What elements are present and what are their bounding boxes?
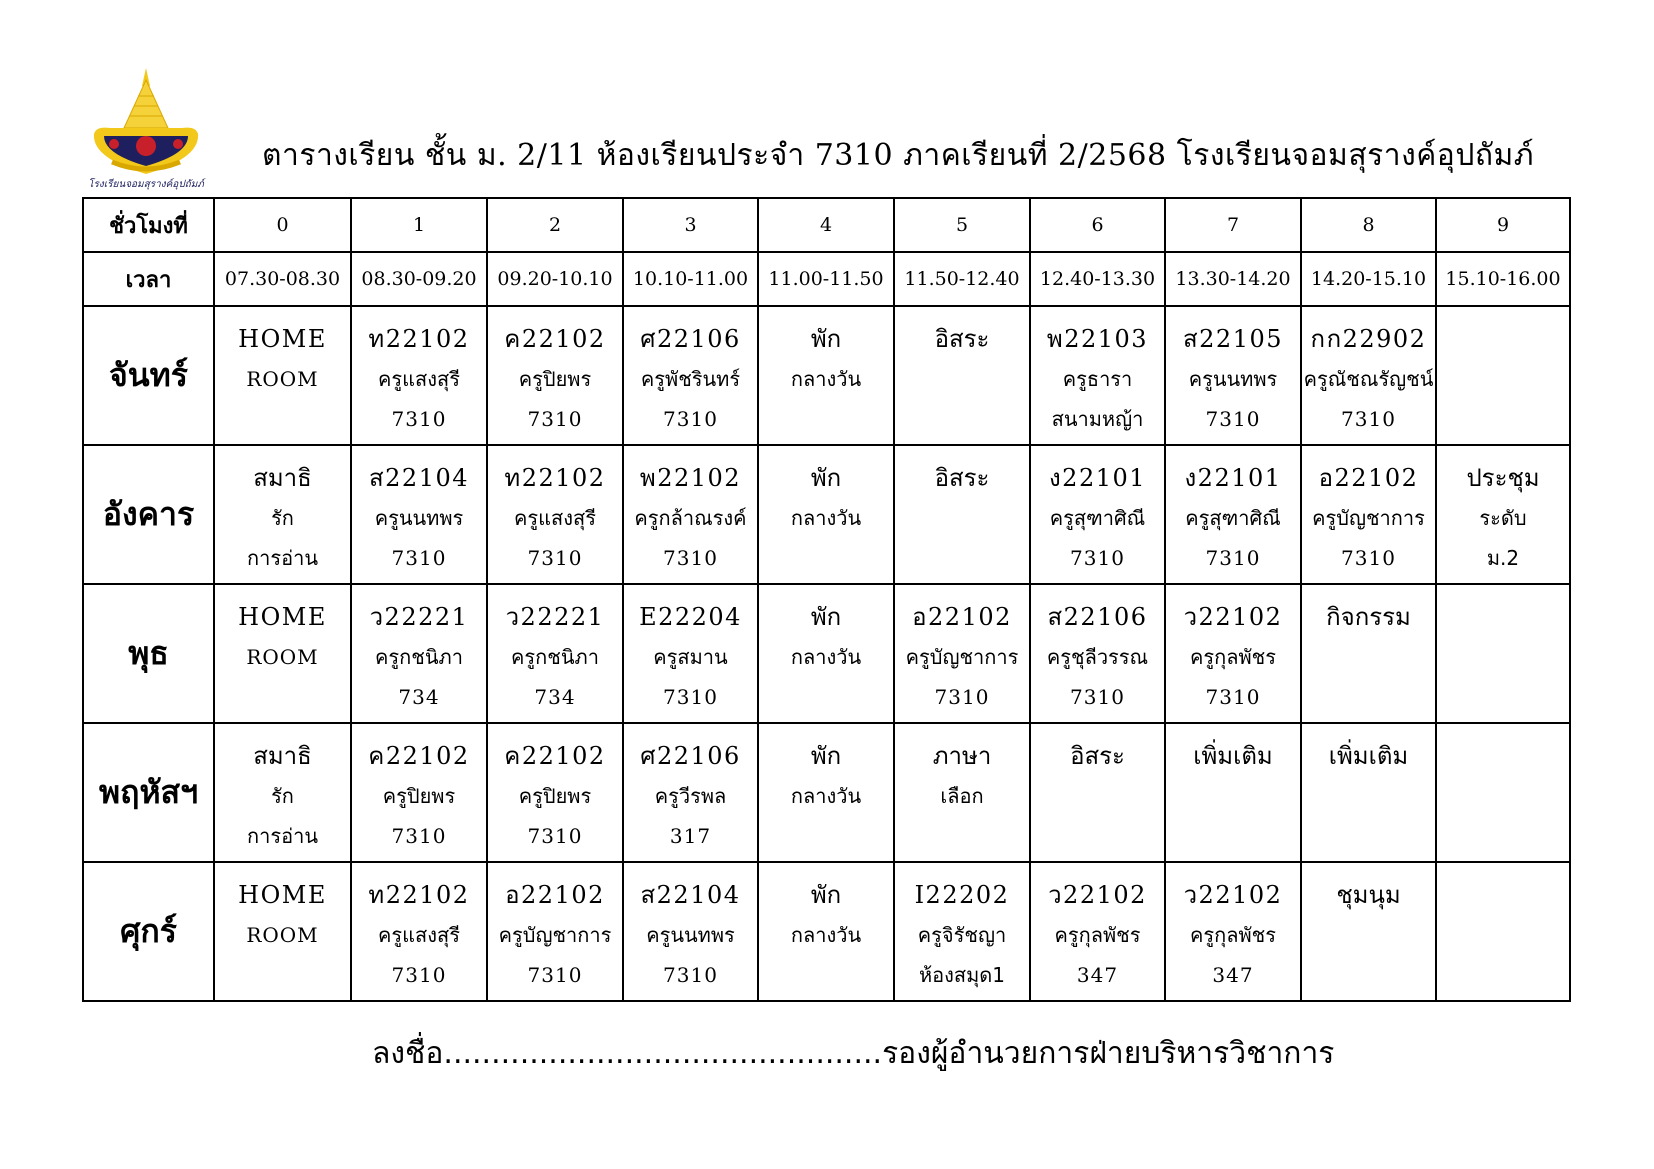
- teacher-name: ครูแสงสุรี: [514, 506, 596, 530]
- timetable-cell: [1030, 723, 1165, 862]
- teacher-name: รัก: [271, 506, 294, 530]
- room-number: [1499, 399, 1506, 439]
- subject-code: ส22106: [1047, 603, 1148, 631]
- teacher-name: [1365, 776, 1371, 816]
- teacher-name: [1365, 915, 1371, 955]
- subject-code: HOME: [238, 325, 327, 353]
- room-number: 7310: [391, 407, 447, 431]
- teacher-name: ครูกุลพัชร: [1190, 645, 1276, 669]
- subject-code: ว22221: [369, 603, 469, 631]
- teacher-name: [1094, 776, 1100, 816]
- room-number: 7310: [663, 546, 718, 570]
- timetable-cell: [758, 306, 894, 445]
- day-label: จันทร์: [83, 306, 214, 445]
- timetable-cell: [623, 723, 758, 862]
- subject-code: [1498, 597, 1507, 637]
- day-label: พฤหัสฯ: [83, 723, 214, 862]
- subject-code: ว22102: [1183, 881, 1283, 909]
- timetable-cell: [351, 306, 487, 445]
- room-number: 7310: [1070, 685, 1125, 709]
- subject-code: สมาธิ: [253, 464, 312, 492]
- teacher-name: กลางวัน: [790, 923, 862, 947]
- timetable-cell: [758, 862, 894, 1001]
- room-number: ม.2: [1486, 546, 1520, 570]
- teacher-name: ระดับ: [1479, 506, 1527, 530]
- timetable-cell: [894, 862, 1030, 1001]
- room-number: [1365, 677, 1372, 717]
- time-slot: 10.10-11.00: [623, 252, 758, 306]
- teacher-name: ครูบัญชาการ: [498, 923, 612, 947]
- subject-code: อ22102: [912, 603, 1012, 631]
- teacher-name: [959, 359, 965, 399]
- teacher-name: ครูพัชรินทร์: [640, 367, 741, 391]
- period-number: 6: [1030, 198, 1165, 252]
- time-slot: 11.50-12.40: [894, 252, 1030, 306]
- room-number: 7310: [1341, 546, 1396, 570]
- room-number: [822, 399, 829, 439]
- time-slot: 12.40-13.30: [1030, 252, 1165, 306]
- teacher-name: [1500, 359, 1506, 399]
- teacher-name: [1500, 915, 1506, 955]
- subject-code: สมาธิ: [253, 742, 312, 770]
- subject-code: E22204: [639, 603, 742, 631]
- subject-code: ชุมนุม: [1336, 881, 1401, 909]
- room-number: [1499, 955, 1506, 995]
- period-number: 7: [1165, 198, 1301, 252]
- timetable-cell: [758, 723, 894, 862]
- period-number: 3: [623, 198, 758, 252]
- teacher-name: ครูแสงสุรี: [378, 923, 460, 947]
- room-number: [822, 538, 829, 578]
- period-label: ชั่วโมงที่: [83, 198, 214, 252]
- timetable-cell: [214, 862, 351, 1001]
- teacher-name: กลางวัน: [790, 506, 862, 530]
- timetable-cell: [623, 306, 758, 445]
- room-number: ห้องสมุด1: [918, 963, 1006, 987]
- teacher-name: ROOM: [246, 367, 319, 391]
- teacher-name: ครูกชนิภา: [511, 645, 599, 669]
- room-number: 7310: [1205, 407, 1261, 431]
- room-number: [958, 816, 965, 856]
- teacher-name: ครูกุลพัชร: [1054, 923, 1141, 947]
- subject-code: ท22102: [368, 325, 470, 353]
- subject-code: ค22102: [504, 742, 606, 770]
- teacher-name: เลือก: [940, 784, 984, 808]
- subject-code: อิสระ: [1070, 742, 1125, 770]
- timetable-cell: [214, 723, 351, 862]
- subject-code: [1498, 875, 1507, 915]
- teacher-name: ครูกล้าณรงค์: [634, 506, 747, 530]
- svg-text:โรงเรียนจอมสุรางค์อุปถัมภ์: โรงเรียนจอมสุรางค์อุปถัมภ์: [88, 179, 204, 190]
- timetable-cell: [487, 445, 623, 584]
- subject-code: ส22104: [640, 881, 741, 909]
- timetable-cell: [894, 445, 1030, 584]
- room-number: 734: [534, 685, 576, 709]
- timetable-cell: [894, 306, 1030, 445]
- subject-code: พัก: [810, 325, 842, 353]
- teacher-name: ครูธารา: [1062, 367, 1133, 391]
- subject-code: เพิ่มเติม: [1328, 742, 1409, 770]
- day-label: ศุกร์: [83, 862, 214, 1001]
- period-header-row: [83, 198, 1570, 252]
- timetable-cell: [214, 306, 351, 445]
- day-row: [83, 445, 1570, 584]
- timetable-cell: [1165, 723, 1301, 862]
- day-label: พุธ: [83, 584, 214, 723]
- room-number: 7310: [527, 963, 583, 987]
- room-number: สนามหญ้า: [1051, 407, 1144, 431]
- subject-code: กก22902: [1310, 325, 1427, 353]
- subject-code: ว22221: [505, 603, 605, 631]
- teacher-name: [959, 498, 965, 538]
- subject-code: ศ22106: [640, 325, 741, 353]
- room-number: 347: [1212, 963, 1254, 987]
- teacher-name: ครูจิรัชญา: [917, 923, 1007, 947]
- room-number: [1499, 816, 1506, 856]
- subject-code: [1498, 319, 1507, 359]
- subject-code: อิสระ: [934, 325, 990, 353]
- timetable-cell: [351, 445, 487, 584]
- day-label: อังคาร: [83, 445, 214, 584]
- room-number: [822, 677, 829, 717]
- subject-code: [1498, 736, 1507, 776]
- timetable-cell: [894, 584, 1030, 723]
- subject-code: ง22101: [1048, 464, 1147, 492]
- room-number: 7310: [663, 407, 718, 431]
- teacher-name: ครูปิยพร: [518, 784, 592, 808]
- timetable-cell: [1301, 723, 1436, 862]
- timetable-cell: [1030, 445, 1165, 584]
- timetable-cell: [487, 584, 623, 723]
- room-number: 7310: [527, 824, 583, 848]
- timetable-cell: [1165, 584, 1301, 723]
- teacher-name: ครูบัญชาการ: [905, 645, 1019, 669]
- subject-code: อิสระ: [934, 464, 990, 492]
- room-number: [1229, 816, 1236, 856]
- teacher-name: กลางวัน: [790, 367, 862, 391]
- room-number: 7310: [1070, 546, 1125, 570]
- day-row: [83, 306, 1570, 445]
- period-number: 5: [894, 198, 1030, 252]
- subject-code: ประชุม: [1466, 464, 1540, 492]
- subject-code: พัก: [810, 464, 842, 492]
- timetable-cell: [1301, 584, 1436, 723]
- timetable-cell: [351, 862, 487, 1001]
- teacher-name: กลางวัน: [790, 645, 862, 669]
- teacher-name: ครูนนทพร: [646, 923, 735, 947]
- room-number: [279, 955, 286, 995]
- subject-code: ภาษา: [932, 742, 992, 770]
- time-slot: 15.10-16.00: [1436, 252, 1570, 306]
- day-row: [83, 862, 1570, 1001]
- room-number: 7310: [663, 685, 718, 709]
- teacher-name: [1230, 776, 1236, 816]
- room-number: [279, 399, 286, 439]
- timetable-cell: [1436, 306, 1570, 445]
- subject-code: HOME: [238, 881, 327, 909]
- period-number: 0: [214, 198, 351, 252]
- subject-code: ค22102: [504, 325, 606, 353]
- timetable-cell: [1165, 445, 1301, 584]
- timetable-cell: [1436, 723, 1570, 862]
- room-number: 7310: [1205, 546, 1261, 570]
- timetable-cell: [623, 445, 758, 584]
- room-number: 7310: [391, 963, 447, 987]
- timetable-cell: [1301, 445, 1436, 584]
- timetable-cell: [1436, 584, 1570, 723]
- time-slot: 14.20-15.10: [1301, 252, 1436, 306]
- room-number: 7310: [527, 546, 583, 570]
- subject-code: HOME: [238, 603, 327, 631]
- subject-code: อ22102: [505, 881, 605, 909]
- teacher-name: ครูแสงสุรี: [378, 367, 460, 391]
- teacher-name: รัก: [271, 784, 294, 808]
- room-number: 7310: [527, 407, 583, 431]
- subject-code: พ22102: [639, 464, 742, 492]
- teacher-name: ครูกชนิภา: [375, 645, 463, 669]
- room-number: 317: [669, 824, 712, 848]
- school-emblem-icon: [84, 66, 208, 190]
- teacher-name: ครูนนทพร: [374, 506, 464, 530]
- teacher-name: [1500, 776, 1506, 816]
- teacher-name: ครูปิยพร: [382, 784, 456, 808]
- room-number: 347: [1076, 963, 1119, 987]
- period-number: 4: [758, 198, 894, 252]
- timetable-cell: [351, 584, 487, 723]
- timetable-cell: [214, 584, 351, 723]
- timetable-cell: [351, 723, 487, 862]
- subject-code: เพิ่มเติม: [1193, 742, 1273, 770]
- timetable-cell: [214, 445, 351, 584]
- teacher-name: ครูสุฑาศิณี: [1185, 506, 1281, 530]
- timetable-cell: [487, 306, 623, 445]
- room-number: 7310: [1205, 685, 1261, 709]
- room-number: [822, 816, 829, 856]
- room-number: 7310: [934, 685, 990, 709]
- timetable-cell: [623, 862, 758, 1001]
- subject-code: ส22105: [1183, 325, 1283, 353]
- day-row: [83, 584, 1570, 723]
- teacher-name: ครูชุลีวรรณ: [1046, 645, 1149, 669]
- subject-code: กิจกรรม: [1326, 603, 1411, 631]
- teacher-name: [1365, 637, 1371, 677]
- room-number: 7310: [1341, 407, 1396, 431]
- timetable-cell: [487, 862, 623, 1001]
- teacher-name: ครูนนทพร: [1188, 367, 1278, 391]
- period-number: 8: [1301, 198, 1436, 252]
- room-number: [958, 538, 965, 578]
- room-number: 7310: [663, 963, 718, 987]
- teacher-name: ครูสมาน: [653, 645, 728, 669]
- subject-code: ส22104: [369, 464, 469, 492]
- timetable-cell: [1165, 306, 1301, 445]
- room-number: การอ่าน: [247, 546, 318, 570]
- timetable-cell: [1030, 584, 1165, 723]
- subject-code: I22202: [914, 881, 1010, 909]
- timetable-cell: [623, 584, 758, 723]
- room-number: [1365, 955, 1372, 995]
- room-number: [1499, 677, 1506, 717]
- signature-line: ลงชื่อ..............................................รองผู้อำนวยการฝ่ายบริหารวิชาการ: [372, 1036, 1335, 1071]
- timetable-cell: [1436, 862, 1570, 1001]
- timetable-cell: [1165, 862, 1301, 1001]
- subject-code: ว22102: [1183, 603, 1283, 631]
- teacher-name: กลางวัน: [790, 784, 862, 808]
- time-slot: 07.30-08.30: [214, 252, 351, 306]
- room-number: 7310: [391, 824, 447, 848]
- subject-code: พัก: [810, 742, 842, 770]
- time-slot: 13.30-14.20: [1165, 252, 1301, 306]
- timetable-cell: [1030, 862, 1165, 1001]
- teacher-name: ครูวีรพล: [654, 784, 727, 808]
- teacher-name: ครูบัญชาการ: [1312, 506, 1425, 530]
- time-slot: 08.30-09.20: [351, 252, 487, 306]
- subject-code: ท22102: [504, 464, 606, 492]
- teacher-name: ครูสุฑาศิณี: [1049, 506, 1146, 530]
- subject-code: พัก: [810, 881, 842, 909]
- school-logo: [84, 66, 208, 190]
- period-number: 1: [351, 198, 487, 252]
- subject-code: พัก: [810, 603, 842, 631]
- teacher-name: ครูกุลพัชร: [1190, 923, 1276, 947]
- page-title: ตารางเรียน ชั้น ม. 2/11 ห้องเรียนประจำ 7310 ภาคเรียนที่ 2/2568 โรงเรียนจอมสุรางค์อุปถัมภ์: [262, 138, 1535, 173]
- subject-code: ค22102: [368, 742, 470, 770]
- subject-code: ว22102: [1048, 881, 1147, 909]
- subject-code: ท22102: [368, 881, 470, 909]
- time-slot: 11.00-11.50: [758, 252, 894, 306]
- timetable-cell: [1301, 306, 1436, 445]
- time-slot: 09.20-10.10: [487, 252, 623, 306]
- subject-code: ง22101: [1184, 464, 1282, 492]
- timetable: [82, 197, 1571, 1002]
- teacher-name: ROOM: [246, 645, 319, 669]
- subject-code: ศ22106: [640, 742, 741, 770]
- period-number: 2: [487, 198, 623, 252]
- timetable-cell: [1301, 862, 1436, 1001]
- teacher-name: ครูณัชณรัญชน์: [1303, 367, 1434, 391]
- time-row: [83, 252, 1570, 306]
- room-number: [958, 399, 965, 439]
- room-number: การอ่าน: [247, 824, 318, 848]
- room-number: [1365, 816, 1372, 856]
- subject-code: พ22103: [1046, 325, 1149, 353]
- time-label: เวลา: [83, 252, 214, 306]
- timetable-cell: [758, 445, 894, 584]
- room-number: 7310: [391, 546, 447, 570]
- teacher-name: ครูปิยพร: [518, 367, 592, 391]
- room-number: [822, 955, 829, 995]
- timetable-cell: [1030, 306, 1165, 445]
- room-number: 734: [398, 685, 440, 709]
- timetable-cell: [1436, 445, 1570, 584]
- teacher-name: [1500, 637, 1506, 677]
- period-number: 9: [1436, 198, 1570, 252]
- subject-code: อ22102: [1318, 464, 1419, 492]
- day-row: [83, 723, 1570, 862]
- timetable-cell: [487, 723, 623, 862]
- room-number: [279, 677, 286, 717]
- timetable-cell: [894, 723, 1030, 862]
- room-number: [1094, 816, 1101, 856]
- timetable-cell: [758, 584, 894, 723]
- teacher-name: ROOM: [246, 923, 319, 947]
